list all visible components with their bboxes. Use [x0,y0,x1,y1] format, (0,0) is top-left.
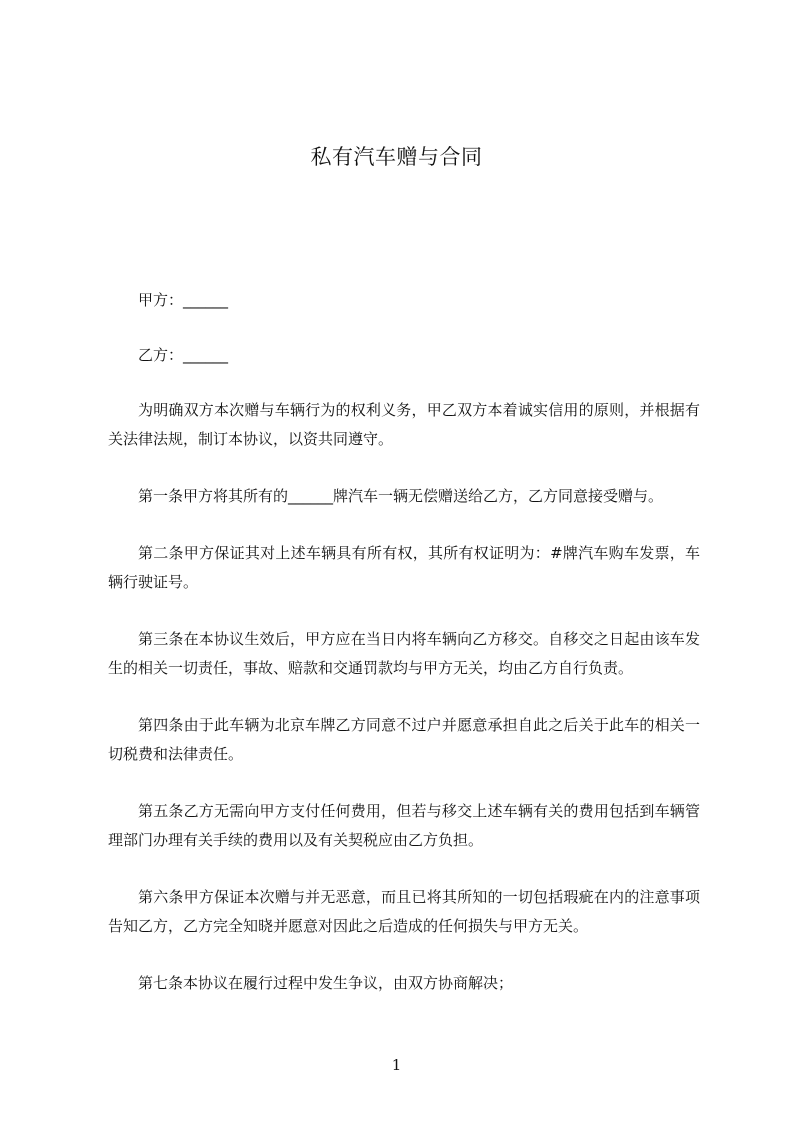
page-number: 1 [391,1056,402,1074]
article-3-paragraph: 第三条在本协议生效后，甲方应在当日内将车辆向乙方移交。自移交之日起由该车发生的相关一切责任，事故、赔款和交通罚款均与甲方无关，均由乙方自行负责。 [108,630,700,677]
party-b-line: 乙方：______ [138,346,229,364]
document-body [108,286,700,1026]
article-7-paragraph: 第七条本协议在履行过程中发生争议，由双方协商解决； [138,974,514,992]
preamble-paragraph: 为明确双方本次赠与车辆行为的权利义务，甲乙双方本着诚实信用的原则，并根据有关法律法规，制订本协议，以资共同遵守。 [108,401,700,448]
article-6-paragraph: 第六条甲方保证本次赠与并无恶意，而且已将其所知的一切包括瑕疵在内的注意事项告知乙方，乙方完全知晓并愿意对因此之后造成的任何损失与甲方无关。 [108,888,700,935]
article-4-paragraph: 第四条由于此车辆为北京车牌乙方同意不过户并愿意承担自此之后关于此车的相关一切税费和法律责任。 [108,716,700,763]
article-1-paragraph: 第一条甲方将其所有的______牌汽车一辆无偿赠送给乙方，乙方同意接受赠与。 [138,487,664,505]
party-a-line: 甲方：______ [138,291,229,309]
article-2-paragraph: 第二条甲方保证其对上述车辆具有所有权，其所有权证明为：#牌汽车购车发票，车辆行驶证号。 [108,544,700,591]
article-5-paragraph: 第五条乙方无需向甲方支付任何费用，但若与移交上述车辆有关的费用包括到车辆管理部门办理有关手续的费用以及有关契税应由乙方负担。 [108,802,700,849]
document-title: 私有汽车赠与合同 [310,145,483,169]
